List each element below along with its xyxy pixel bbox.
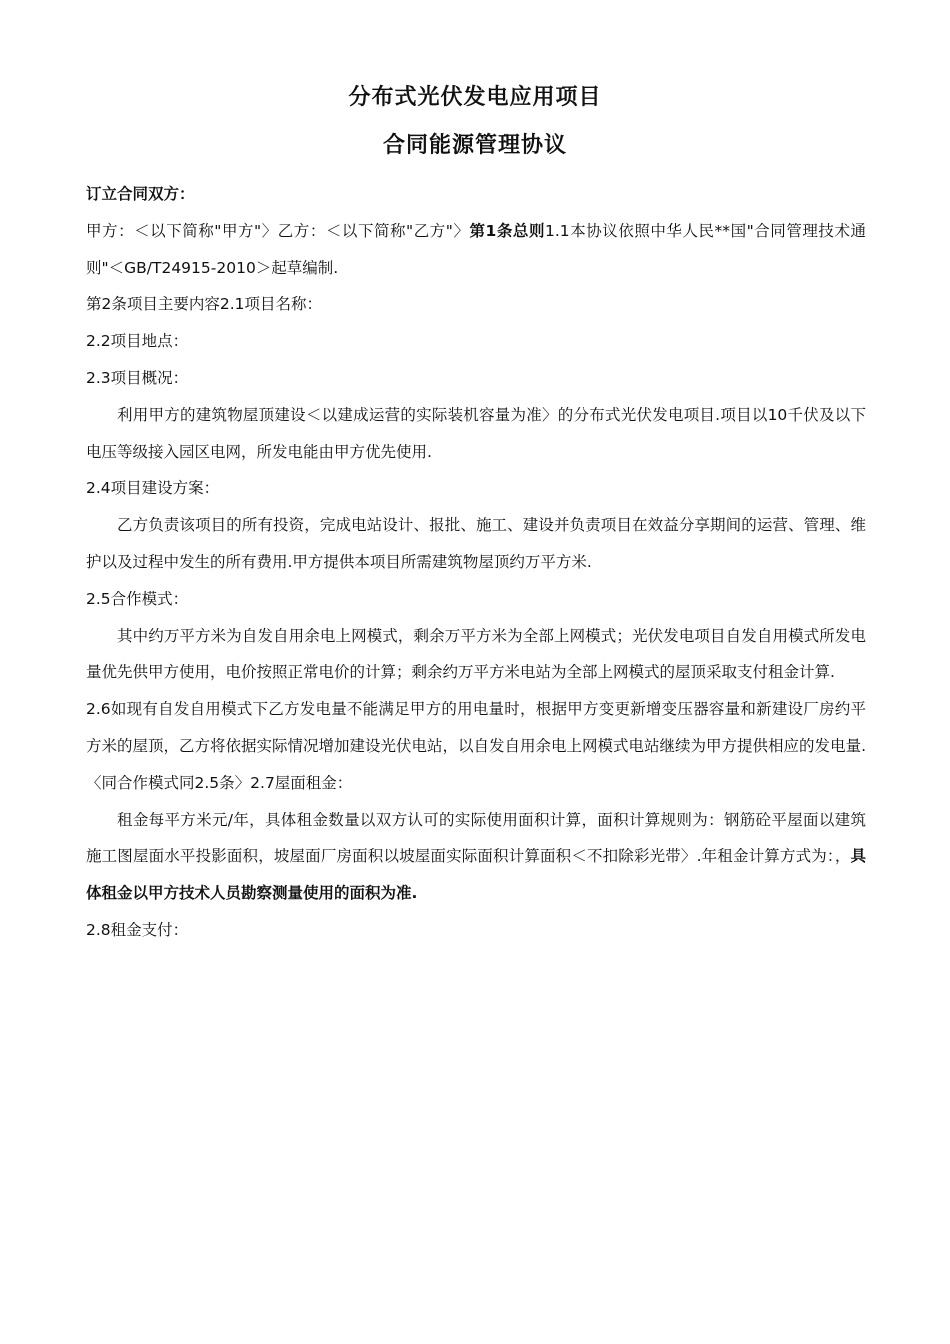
section-2-3-paragraph: 利用甲方的建筑物屋顶建设＜以建成运营的实际装机容量为准〉的分布式光伏发电项目.项目以10千伏及以下电压等级接入园区电网，所发电能由甲方优先使用. (86, 405, 866, 461)
article-1-text: 1.1本协议依照中华人民**国"合同管理技术通则"＜GB/T24915-2010＞起草编制. (86, 221, 866, 277)
parties-heading: 订立合同双方： (86, 185, 195, 203)
document-subtitle: 合同能源管理协议 (382, 133, 567, 158)
document-body (86, 176, 866, 949)
section-2-4: 2.4项目建设方案： (86, 479, 220, 498)
section-2-4-paragraph: 乙方负责该项目的所有投资，完成电站设计、报批、施工、建设并负责项目在效益分享期间的运营、管理、维护以及过程中发生的所有费用.甲方提供本项目所需建筑物屋顶约万平方米. (86, 516, 866, 571)
section-2-7-paragraph (86, 802, 866, 912)
section-2-7-bold-note: 具体租金以甲方技术人员勘察测量使用的面积为准. (86, 847, 866, 903)
article-2-heading: 第2条项目主要内容2.1项目名称： (86, 295, 323, 314)
document-title: 分布式光伏发电应用项目 (348, 85, 602, 110)
section-2-8: 2.8租金支付： (86, 920, 189, 939)
parties-paragraph (86, 213, 866, 287)
section-2-5: 2.5合作模式： (86, 589, 189, 608)
section-2-3: 2.3项目概况： (86, 368, 189, 387)
section-2-7-text: 租金每平方米元/年，具体租金数量以双方认可的实际使用面积计算，面积计算规则为：钢筋砼平屋面以建筑施工图屋面水平投影面积，坡屋面厂房面积以坡屋面实际面积计算面积＜不扣除彩光带〉.年租金计算方式为：， (86, 810, 866, 866)
section-2-2: 2.2项目地点： (86, 332, 189, 351)
section-2-6-paragraph: 2.6如现有自发自用模式下乙方发电量不能满足甲方的用电量时，根据甲方变更新增变压器容量和新建设厂房约平方米的屋顶，乙方将依据实际情况增加建设光伏电站，以自发自用余电上网模式电站继续为甲方提供相应的发电量.〈同合作模式同2.5条〉2.7屋面租金： (86, 700, 866, 792)
parties-text: 甲方：＜以下简称"甲方"〉乙方：＜以下简称"乙方"〉 (86, 221, 470, 240)
section-2-5-paragraph: 其中约万平方米为自发自用余电上网模式，剩余万平方米为全部上网模式；光伏发电项目自发自用模式所发电量优先供甲方使用，电价按照正常电价的计算；剩余约万平方米电站为全部上网模式的屋顶采取支付租金计算. (86, 626, 866, 682)
article-1-heading: 第1条总则 (469, 221, 545, 240)
